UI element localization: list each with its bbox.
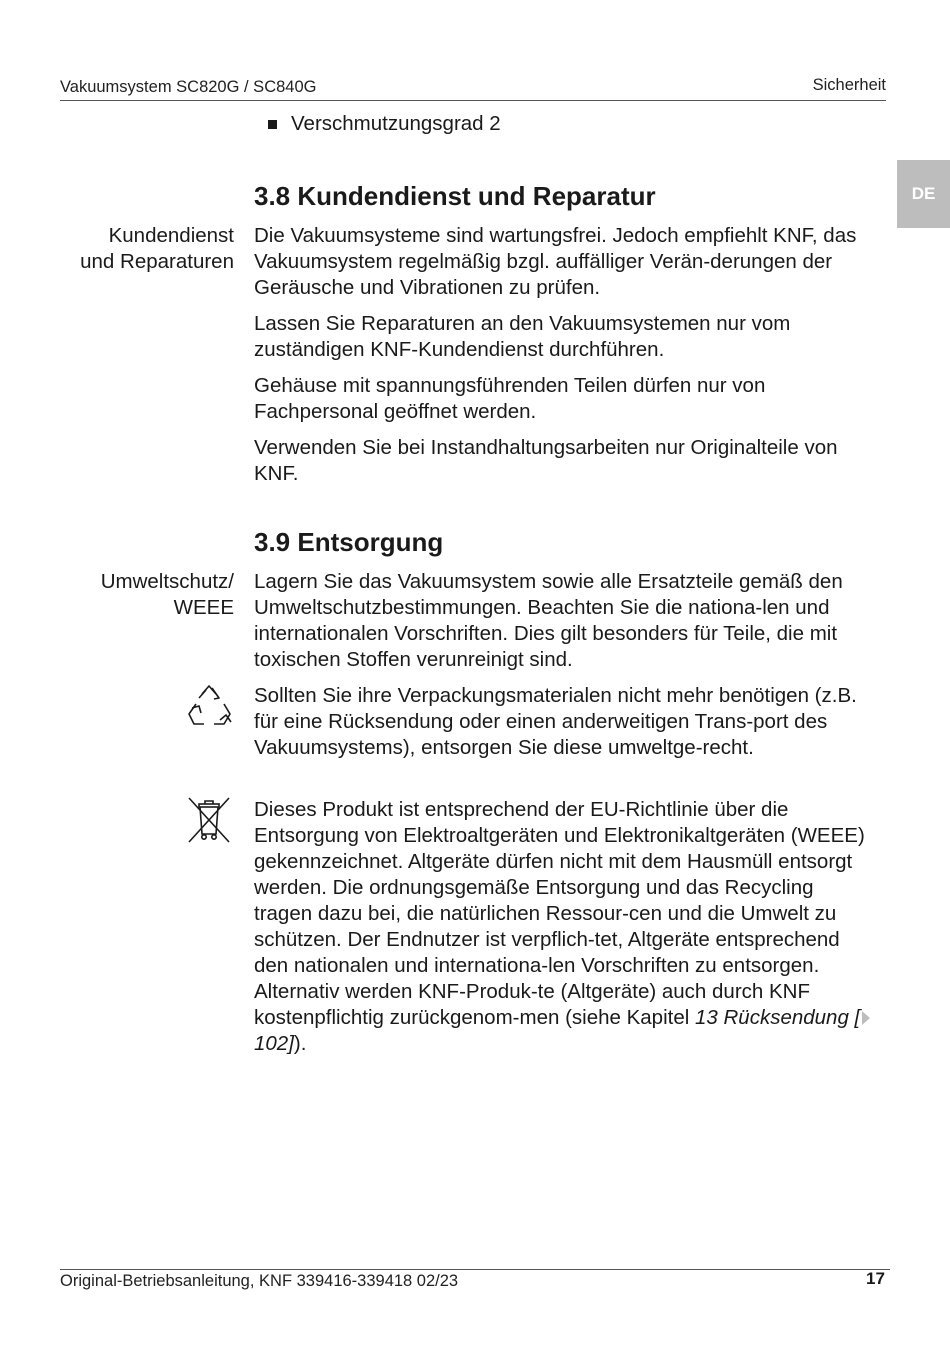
weee-crossed-bin-icon <box>186 796 232 844</box>
paragraph: Gehäuse mit spannungsführenden Teilen dürfen nur von Fachpersonal geöffnet werden. <box>254 374 766 423</box>
page-reference-arrow-icon <box>862 1011 870 1025</box>
side-label-line-2: WEEE <box>173 596 234 619</box>
section-3-8-side-label <box>80 223 234 275</box>
paragraph: Verwenden Sie bei Instandhaltungsarbeiten nur Originalteile von KNF. <box>254 436 838 485</box>
side-label-line-1: Kundendienst <box>108 224 234 247</box>
header-document-title: Vakuumsystem SC820G / SC840G <box>60 78 317 96</box>
bullet-item <box>268 112 501 136</box>
chapter-reference-page: 102] <box>254 1032 294 1055</box>
paragraph: Die Vakuumsysteme sind wartungsfrei. Jedoch empfiehlt KNF, das Vakuumsystem regelmäßig bzgl. auffälliger Verän-derungen der Geräusche und Vibrationen zu prüfen. <box>254 224 857 299</box>
chapter-reference-title: 13 Rücksendung [ <box>694 1006 861 1029</box>
footer-divider <box>60 1269 890 1270</box>
side-label-line-2: und Reparaturen <box>80 250 234 273</box>
recycling-icon <box>184 684 234 730</box>
section-3-9-side-label <box>101 569 234 621</box>
footer-document-id: Original-Betriebsanleitung, KNF 339416-339418 02/23 <box>60 1272 459 1290</box>
section-3-9-para-3 <box>254 797 874 1057</box>
section-3-9-para-2: Sollten Sie ihre Verpackungsmaterialen nicht mehr benötigen (z.B. für eine Rücksendung oder einen anderweitigen Trans-port des Vakuumsystems), entsorgen Sie diese umweltge-recht. <box>254 684 857 759</box>
bullet-text: Verschmutzungsgrad 2 <box>291 112 501 135</box>
section-3-9-heading: 3.9 Entsorgung <box>254 527 444 557</box>
page-number: 17 <box>866 1269 885 1288</box>
header-divider <box>60 100 886 101</box>
weee-text: Dieses Produkt ist entsprechend der EU-Richtlinie über die Entsorgung von Elektroaltgeräten und Elektronikaltgeräten (WEEE) gekennzeichnet. Altgeräte dürfen nicht mit dem Hausmüll entsorgt werden. Die ordnungsgemäße Entsorgung und das Recycling tragen dazu bei, die natürlichen Ressour-cen und die Umwelt zu schützen. Der Endnutzer ist verpflich-tet, Altgeräte entsprechend den nationalen und internationa-len Vorschriften zu entsorgen. Alternativ werden KNF-Produk-te (Altgeräte) auch durch KNF kostenpflichtig zurückgenom-men (siehe Kapitel <box>254 798 865 1029</box>
language-tab: DE <box>897 160 950 228</box>
section-3-8-body <box>254 223 874 497</box>
section-3-9-para-1: Lagern Sie das Vakuumsystem sowie alle Ersatzteile gemäß den Umweltschutzbestimmungen. Beachten Sie die nationa-len und internationalen Vorschriften. Dies gilt besonders für Teile, die mit toxischen Stoffen verunreinigt sind. <box>254 570 843 671</box>
paragraph: Lassen Sie Reparaturen an den Vakuumsystemen nur vom zuständigen KNF-Kundendienst durchführen. <box>254 312 791 361</box>
side-label-line-1: Umweltschutz/ <box>100 570 234 593</box>
reference-close: ). <box>293 1032 307 1055</box>
bullet-square-icon <box>268 120 277 129</box>
section-3-8-heading: 3.8 Kundendienst und Reparatur <box>254 181 656 211</box>
header-chapter-title: Sicherheit <box>812 76 886 94</box>
